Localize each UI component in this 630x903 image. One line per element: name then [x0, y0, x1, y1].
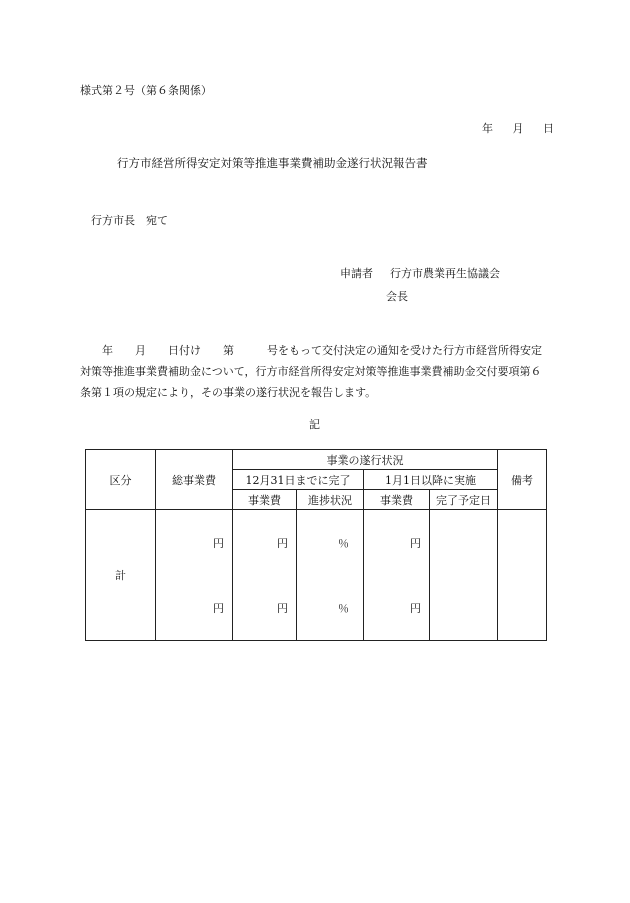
- completion-date-header: 完了予定日: [430, 490, 498, 510]
- total-cost-header: 総事業費: [156, 450, 233, 510]
- yen-unit: 円: [213, 536, 224, 550]
- year-label: 年: [482, 122, 493, 135]
- kubun-header: 区分: [86, 450, 156, 510]
- date-line: [482, 120, 554, 136]
- applicant-org: 行方市農業再生協議会: [390, 267, 500, 280]
- ki-marker: 記: [309, 418, 320, 431]
- body-paragraph: 年 月 日付け 第 号をもって交付決定の通知を受けた行方市経営所得安定対策等推進事業費補助金について，行方市経営所得安定対策等推進事業費補助金交付要項第６条第１項の規定により，その事業の遂行状況を報告します。: [80, 344, 542, 399]
- cost2-header: 事業費: [364, 490, 430, 510]
- applicant-line: [340, 265, 500, 281]
- cost-header: 事業費: [233, 490, 297, 510]
- applicant-label: 申請者: [340, 267, 373, 280]
- yen-unit: 円: [410, 601, 421, 615]
- jan1-cost-cell: [364, 510, 430, 641]
- applicant-role: 会長: [386, 290, 408, 303]
- day-label: 日: [543, 122, 554, 135]
- yen-unit: 円: [410, 536, 421, 550]
- total-cost-cell: [156, 510, 233, 641]
- percent-unit: ％: [338, 536, 349, 550]
- progress-header: 進捗状況: [297, 490, 364, 510]
- dec31-cost-cell: [233, 510, 297, 641]
- yen-unit: 円: [277, 601, 288, 615]
- by-dec31-header: 12月31日までに完了: [233, 470, 364, 490]
- progress-status-header: 事業の遂行状況: [233, 450, 498, 470]
- from-jan1-header: 1月1日以降に実施: [364, 470, 498, 490]
- yen-unit: 円: [277, 536, 288, 550]
- dec31-progress-cell: [297, 510, 364, 641]
- form-number: 様式第２号（第６条関係）: [80, 84, 212, 97]
- document-title: 行方市経営所得安定対策等推進事業費補助金遂行状況報告書: [117, 156, 428, 170]
- completion-date-cell: [430, 510, 498, 641]
- progress-table: [85, 449, 547, 641]
- month-label: 月: [512, 122, 524, 135]
- percent-unit: ％: [338, 601, 349, 615]
- yen-unit: 円: [213, 601, 224, 615]
- total-row-label: 計: [86, 510, 156, 641]
- remarks-header: 備考: [498, 450, 547, 510]
- remarks-cell: [498, 510, 547, 641]
- addressee: 行方市長 宛て: [91, 214, 168, 227]
